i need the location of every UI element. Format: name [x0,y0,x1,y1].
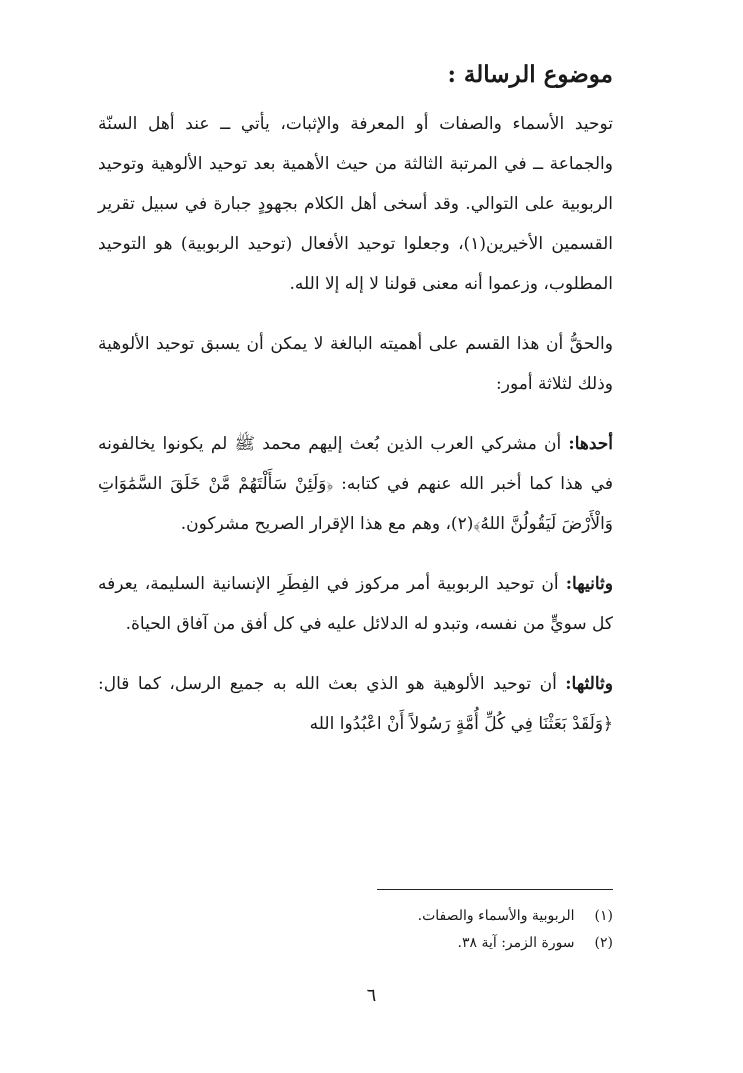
paragraph-3-text: أن مشركي العرب الذين بُعث إليهم محمد ﷺ لم يكونوا يخالفونه في هذا كما أخبر الله عنهم في كتابه: ﴿وَلَئِنْ سَأَلْتَهُمْ مَّنْ خَلَقَ السَّمَٰوَاتِ وَالْأَرْضَ لَيَقُولُنَّ اللهُ﴾(٢)، وهم مع هذا الإقرار الصريح مشركون. [98,434,613,534]
page-number: ٦ [366,985,377,1006]
paragraph-2 [98,324,613,404]
footnotes [300,903,613,957]
section-heading: موضوع الرسالة : [447,61,613,88]
footnote-1-text: الربوبية والأسماء والصفات. [417,908,575,924]
body-text [98,104,613,764]
paragraph-1 [98,104,613,304]
footnote-1-number: (١) [594,908,613,924]
footnote-2-text: سورة الزمر: آية ٣٨. [457,935,575,951]
footnote-1 [300,903,613,930]
paragraph-1-text: توحيد الأسماء والصفات أو المعرفة والإثبات، يأتي ــ عند أهل السنّة والجماعة ــ في المرتبة الثالثة من حيث الأهمية بعد توحيد الألوهية وتوحيد الربوبية على التوالي. وقد أسخى أهل الكلام بجهودٍ جبارة في سبيل تقرير القسمين الأخيرين(١)، وجعلوا توحيد الأفعال (توحيد الربوبية) هو التوحيد المطلوب، وزعموا أنه معنى قولنا لا إله إلا الله. [98,114,613,294]
paragraph-2-text: والحقُّ أن هذا القسم على أهميته البالغة لا يمكن أن يسبق توحيد الألوهية وذلك لثلاثة أمور: [98,334,613,394]
paragraph-4-text: أن توحيد الربوبية أمر مركوز في الفِطَرِ الإنسانية السليمة، يعرفه كل سويٍّ من نفسه، وتبدو له الدلائل عليه في كل أفق من آفاق الحياة. [98,574,613,634]
paragraph-3 [98,424,613,544]
footnote-divider [377,889,613,890]
paragraph-5-lead: وثالثها: [565,674,613,694]
footnote-2-number: (٢) [594,935,613,951]
paragraph-5-text: أن توحيد الألوهية هو الذي بعث الله به جميع الرسل، كما قال: ﴿وَلَقَدْ بَعَثْنَا فِي كُلِّ أُمَّةٍ رَسُولاً أَنْ اعْبُدُوا الله [98,674,613,734]
paragraph-4 [98,564,613,644]
paragraph-5 [98,664,613,744]
footnote-2 [300,930,613,957]
paragraph-4-lead: وثانيها: [565,574,613,594]
paragraph-3-lead: أحدها: [568,434,613,454]
